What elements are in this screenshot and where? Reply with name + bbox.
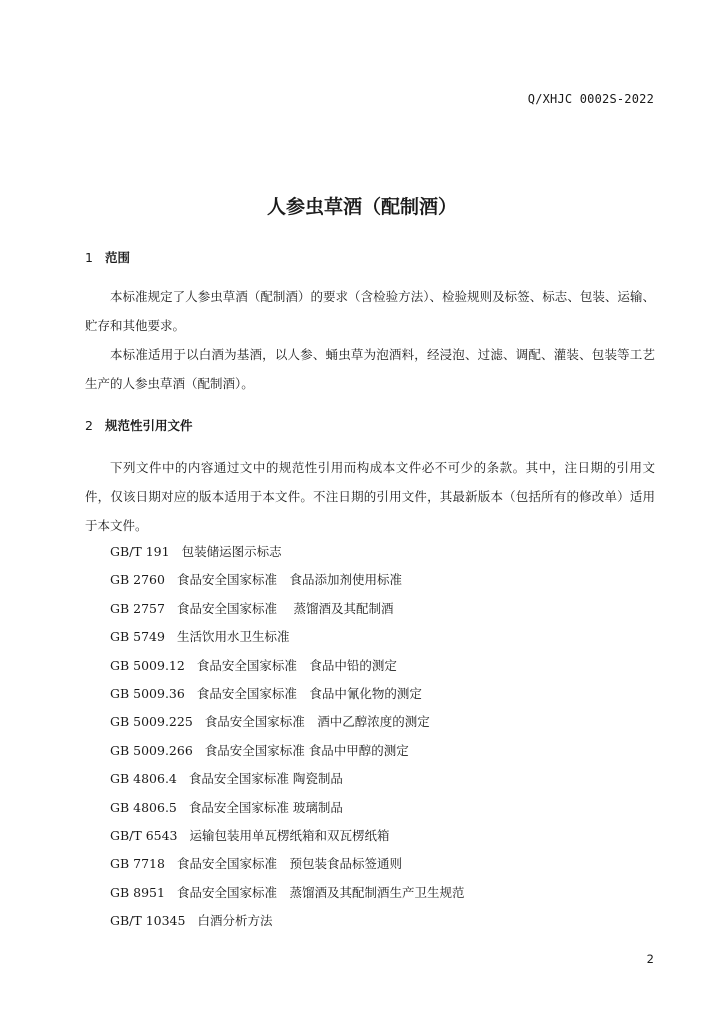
reference-item [110,769,464,797]
references-intro-paragraph: 下列文件中的内容通过文中的规范性引用而构成本文件必不可少的条款。其中，注日期的引用文件，仅该日期对应的版本适用于本文件。不注日期的引用文件，其最新版本（包括所有的修改单）适用于本文件。 [85,460,655,533]
reference-item [110,599,464,627]
section-number: 1 [85,250,93,265]
reference-item [110,826,464,854]
reference-name: 食品安全国家标准 食品中甲醇的测定 [204,742,409,758]
reference-code: GB 7718 [110,856,165,872]
document-title: 人参虫草酒（配制酒） [266,196,457,218]
reference-code: GB 4806.5 [110,799,177,815]
reference-item [110,656,464,684]
reference-code: GB 5009.36 [110,685,185,701]
reference-name: 白酒分析方法 [197,913,273,929]
reference-code: GB 8951 [110,884,165,900]
reference-list [110,542,464,939]
reference-item [110,883,464,911]
section-title: 规范性引用文件 [105,418,193,433]
reference-item [110,741,464,769]
reference-name: 食品安全国家标准 陶瓷制品 [188,771,343,787]
section-title: 范围 [105,250,131,265]
reference-item [110,627,464,655]
section-heading-normative-references [85,416,193,434]
reference-code: GB 5749 [110,629,165,645]
reference-code: GB 5009.266 [110,742,193,758]
reference-name: 包装储运图示标志 [181,544,282,559]
reference-name: 食品安全国家标准 食品中氰化物的测定 [196,685,422,701]
reference-name: 食品安全国家标准 蒸馏酒及其配制酒生产卫生规范 [176,884,465,900]
reference-item [110,854,464,882]
document-code: Q/XHJC 0002S-2022 [527,92,654,106]
reference-code: GB 2760 [110,572,165,588]
reference-code: GB 5009.225 [110,714,193,730]
reference-item [110,570,464,598]
reference-item [110,911,464,939]
reference-code: GB 2757 [110,600,165,616]
reference-item [110,798,464,826]
reference-item [110,684,464,712]
scope-paragraph-2: 本标准适用于以白酒为基酒，以人参、蛹虫草为泡酒料，经浸泡、过滤、调配、灌装、包装等工艺生产的人参虫草酒（配制酒）。 [85,347,655,391]
reference-name: 食品安全国家标准 酒中乙醇浓度的测定 [204,714,430,730]
reference-code: GB 4806.4 [110,771,177,787]
reference-name: 食品安全国家标准 玻璃制品 [188,799,343,815]
reference-item [110,712,464,740]
reference-code: GB/T 6543 [110,827,178,843]
reference-name: 运输包装用单瓦楞纸箱和双瓦楞纸箱 [189,827,390,843]
reference-name: 食品安全国家标准 预包装食品标签通则 [176,856,402,872]
reference-code: GB 5009.12 [110,657,185,673]
reference-name: 食品安全国家标准 蒸馏酒及其配制酒 [176,600,394,616]
page-number: 2 [646,952,654,966]
section-number: 2 [85,418,93,433]
reference-name: 食品安全国家标准 食品中铅的测定 [196,657,397,673]
reference-code: GB/T 10345 [110,913,186,929]
section-heading-scope [85,248,130,266]
scope-paragraph-1: 本标准规定了人参虫草酒（配制酒）的要求（含检验方法）、检验规则及标签、标志、包装、运输、贮存和其他要求。 [85,289,655,333]
reference-code: GB/T 191 [110,544,170,559]
reference-name: 食品安全国家标准 食品添加剂使用标准 [176,572,402,588]
reference-name: 生活饮用水卫生标准 [176,629,290,645]
reference-item [110,542,464,570]
